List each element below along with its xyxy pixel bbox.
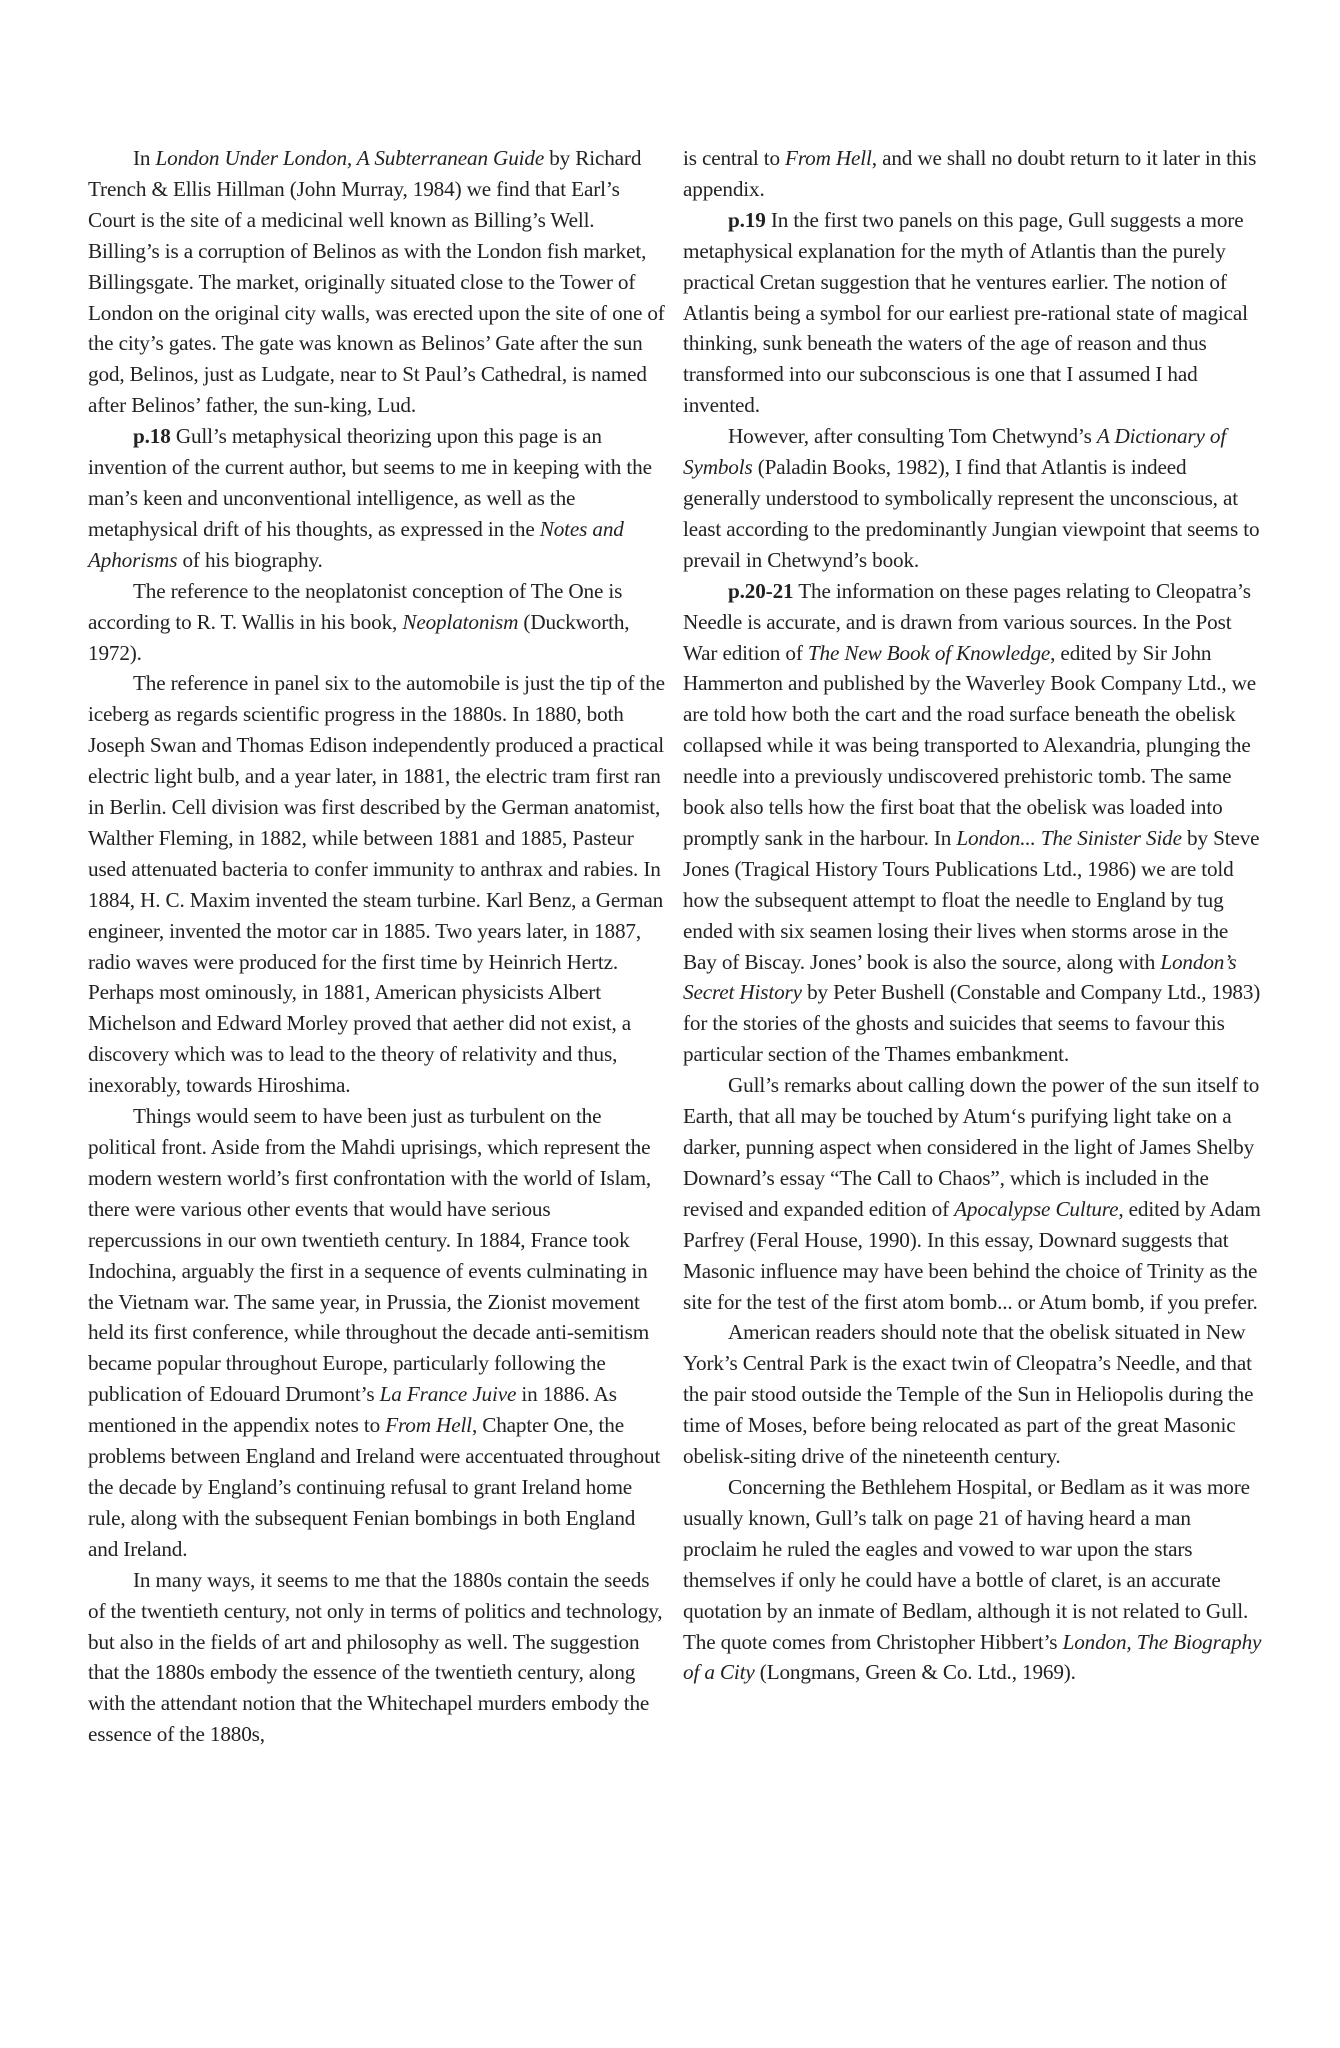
text-run: (Longmans, Green & Co. Ltd., 1969). [754, 1660, 1076, 1685]
paragraph [683, 143, 1263, 205]
text-run: Things would seem to have been just as turbulent on the political front. Aside from the Mahdi uprisings, which represent the modern western world’s first confrontation with the world of Islam, there were various other events that would have serious repercussions in our own twentieth century. In 1884, France took Indochina, arguably the first in a sequence of events culminating in the Vietnam war. The same year, in Prussia, the Zionist movement held its first conference, while throughout the decade anti-semitism became popular throughout Europe, particularly following the publication of Edouard Drumont’s [88, 1104, 652, 1407]
italic-title: La France Juive [379, 1382, 517, 1407]
paragraph [683, 205, 1263, 421]
text-run: (Duckworth, 1972). [88, 609, 630, 665]
text-run: of his biography. [177, 547, 323, 572]
text-run: by Peter Bushell (Constable and Company Ltd., 1983) for the stories of the ghosts and suicides that seems to favour this particular section of the Thames embankment. [683, 980, 1261, 1067]
italic-title: From Hell [785, 146, 872, 170]
text-run: In [133, 146, 156, 170]
text-run: is central to [683, 146, 786, 170]
italic-title: Neoplatonism [402, 609, 519, 634]
paragraph [683, 421, 1263, 576]
paragraph [683, 1317, 1263, 1472]
page-reference: p.20-21 [728, 578, 794, 603]
italic-title: A Dictionary of Symbols [683, 424, 1227, 480]
text-run: The reference to the neoplatonist conception of The One is according to R. T. Wallis in his book, [88, 578, 623, 634]
text-run: Gull’s metaphysical theorizing upon this page is an invention of the current author, but seems to me in keeping with the man’s keen and unconventional intelligence, as well as the metaphysical drift of his thoughts, as expressed in the [88, 424, 652, 541]
paragraph [88, 1101, 668, 1565]
italic-title: London Under London, A Subterranean Guide [155, 146, 545, 170]
italic-title: Apocalypse Culture [954, 1196, 1119, 1221]
italic-title: Notes and Aphorisms [88, 516, 624, 572]
paragraph [88, 143, 668, 421]
text-run: by Steve Jones (Tragical History Tours Publications Ltd., 1986) we are told how the subsequent attempt to float the needle to England by tug ended with six seamen losing their lives when storms arose in the Bay of Biscay. Jones’ book is also the source, along with [683, 825, 1260, 974]
text-run: , edited by Adam Parfrey (Feral House, 1990). In this essay, Downard suggests that Masonic influence may have been behind the choice of Trinity as the site for the test of the first atom bomb... or Atum bomb, if you prefer. [683, 1196, 1261, 1314]
text-run: by Richard Trench & Ellis Hillman (John Murray, 1984) we find that Earl’s Court is the site of a medicinal well known as Billing’s Well. Billing’s is a corruption of Belinos as with the London fish market, Billingsgate. The market, originally situated close to the Tower of London on the original city walls, was erected upon the site of one of the city’s gates. The gate was known as Belinos’ Gate after the sun god, Belinos, just as Ludgate, near to St Paul’s Cathedral, is named after Belinos’ father, the sun-king, Lud. [88, 146, 665, 418]
text-run: , Chapter One, the problems between England and Ireland were accentuated throughout the decade by England’s continuing refusal to grant Ireland home rule, along with the subsequent Fenian bombings in both England and Ireland. [88, 1413, 661, 1561]
paragraph [683, 1070, 1263, 1317]
text-run: in 1886. As mentioned in the appendix notes to [88, 1382, 617, 1438]
text-run: However, after consulting Tom Chetwynd’s [728, 424, 1097, 449]
page-reference: p.19 [728, 207, 766, 232]
text-run: (Paladin Books, 1982), I find that Atlantis is indeed generally understood to symbolically represent the unconscious, at least according to the predominantly Jungian viewpoint that seems to prevail in Chetwynd’s book. [683, 455, 1260, 572]
paragraph [88, 1565, 668, 1750]
page-reference: p.18 [133, 424, 171, 449]
italic-title: London, The Biography of a City [683, 1629, 1262, 1685]
italic-title: The New Book of Knowledge [807, 640, 1051, 665]
italic-title: London... The Sinister Side [956, 825, 1182, 850]
left-column [88, 143, 668, 1750]
text-run: In the first two panels on this page, Gull suggests a more metaphysical explanation for the myth of Atlantis than the purely practical Cretan suggestion that he ventures earlier. The notion of Atlantis being a symbol for our earliest pre-rational state of magical thinking, sunk beneath the waters of the age of reason and thus transformed into our subconscious is one that I assumed I had invented. [683, 207, 1248, 418]
italic-title: From Hell [385, 1413, 472, 1438]
text-run: The reference in panel six to the automobile is just the tip of the iceberg as regards scientific progress in the 1880s. In 1880, both Joseph Swan and Thomas Edison independently produced a practical electric light bulb, and a year later, in 1881, the electric tram first ran in Berlin. Cell division was first described by the German anatomist, Walther Fleming, in 1882, while between 1881 and 1885, Pasteur used attenuated bacteria to confer immunity to anthrax and rabies. In 1884, H. C. Maxim invented the steam turbine. Karl Benz, a German engineer, invented the motor car in 1885. Two years later, in 1887, radio waves were produced for the first time by Heinrich Hertz. Perhaps most ominously, in 1881, American physicists Albert Michelson and Edward Morley proved that aether did not exist, a discovery which was to lead to the theory of relativity and thus, inexorably, towards Hiroshima. [88, 671, 665, 1098]
text-run: Concerning the Bethlehem Hospital, or Bedlam as it was more usually known, Gull’s talk on page 21 of having heard a man proclaim he ruled the eagles and vowed to war upon the stars themselves if only he could have a bottle of claret, is an accurate quotation by an inmate of Bedlam, although it is not related to Gull. The quote comes from Christopher Hibbert’s [683, 1474, 1250, 1654]
italic-title: London’s Secret History [683, 949, 1237, 1005]
text-run: American readers should note that the obelisk situated in New York’s Central Park is the exact twin of Cleopatra’s Needle, and that the pair stood outside the Temple of the Sun in Heliopolis during the time of Moses, before being relocated as part of the great Masonic obelisk-siting drive of the nineteenth century. [683, 1320, 1254, 1469]
paragraph [683, 576, 1263, 1071]
paragraph [683, 1472, 1263, 1688]
text-run: The information on these pages relating to Cleopatra’s Needle is accurate, and is drawn from various sources. In the Post War edition of [683, 578, 1251, 665]
text-run: , edited by Sir John Hammerton and published by the Waverley Book Company Ltd., we are told how both the cart and the road surface beneath the obelisk collapsed while it was being transported to Alexandria, plunging the needle into a previously undiscovered prehistoric tomb. The same book also tells how the first boat that the obelisk was loaded into promptly sank in the harbour. In [683, 640, 1257, 850]
paragraph [88, 421, 668, 576]
right-column [683, 143, 1263, 1688]
text-run: Gull’s remarks about calling down the power of the sun itself to Earth, that all may be touched by Atum‘s purifying light take on a darker, punning aspect when considered in the light of James Shelby Downard’s essay “The Call to Chaos”, which is included in the revised and expanded edition of [683, 1073, 1260, 1221]
text-run: , and we shall no doubt return to it later in this appendix. [683, 146, 1257, 201]
paragraph [88, 576, 668, 669]
paragraph [88, 668, 668, 1101]
text-run: In many ways, it seems to me that the 1880s contain the seeds of the twentieth century, not only in terms of politics and technology, but also in the fields of art and philosophy as well. The suggestion that the 1880s embody the essence of the twentieth century, along with the attendant notion that the Whitechapel murders embody the essence of the 1880s, [88, 1567, 663, 1747]
